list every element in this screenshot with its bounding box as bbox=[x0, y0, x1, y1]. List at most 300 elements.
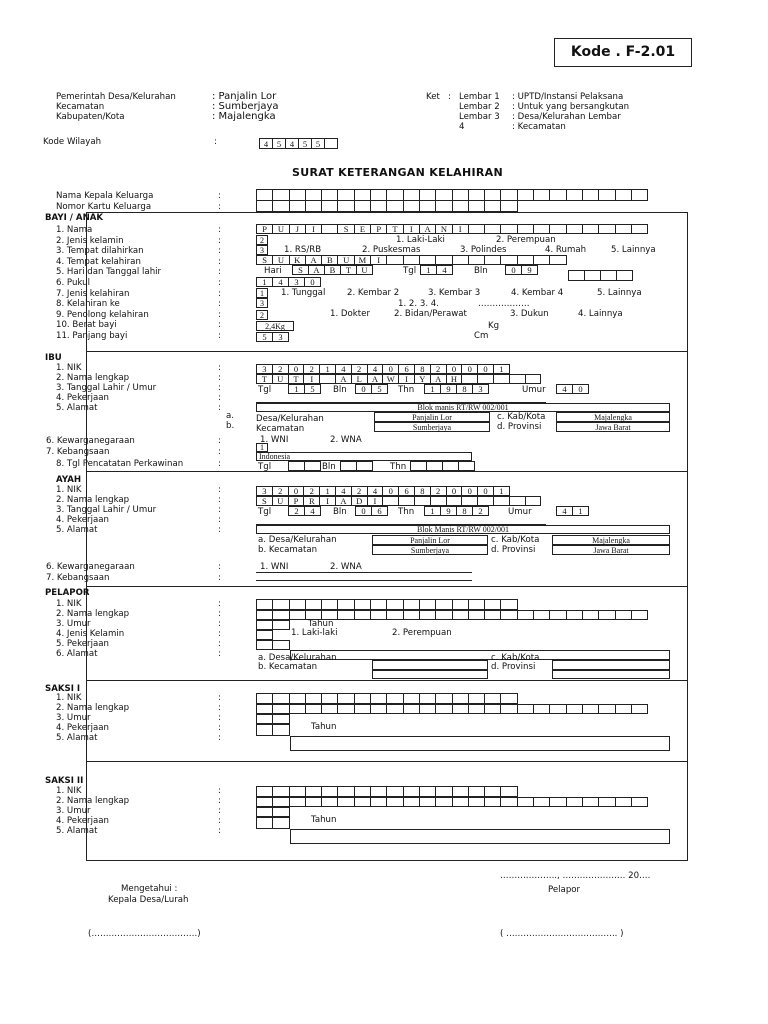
char-cell[interactable]: 0 bbox=[477, 364, 494, 374]
char-cell[interactable] bbox=[549, 610, 566, 620]
char-cell[interactable] bbox=[419, 786, 436, 797]
char-cell[interactable] bbox=[435, 797, 452, 807]
char-cell[interactable]: 4 bbox=[272, 277, 289, 287]
char-cell[interactable] bbox=[468, 610, 485, 620]
pelapor-desa-input[interactable] bbox=[372, 660, 488, 670]
char-cell[interactable]: 6 bbox=[398, 364, 415, 374]
saksi1-nama-input[interactable] bbox=[256, 704, 648, 714]
char-cell[interactable] bbox=[452, 704, 469, 714]
char-cell[interactable]: I bbox=[319, 496, 336, 506]
ayah-bangsa-line[interactable] bbox=[256, 580, 472, 581]
char-cell[interactable] bbox=[598, 610, 615, 620]
char-cell[interactable] bbox=[566, 704, 583, 714]
char-cell[interactable] bbox=[517, 704, 534, 714]
char-cell[interactable] bbox=[517, 189, 534, 201]
char-cell[interactable]: 1 bbox=[319, 364, 336, 374]
char-cell[interactable] bbox=[403, 786, 420, 797]
char-cell[interactable] bbox=[386, 200, 403, 212]
char-cell[interactable]: P bbox=[256, 224, 273, 234]
char-cell[interactable] bbox=[549, 189, 566, 201]
ibu-alamat-input[interactable]: Blok manis RT/RW 002/001 bbox=[256, 403, 670, 412]
char-cell[interactable]: 5 bbox=[371, 384, 388, 394]
char-cell[interactable]: 0 bbox=[382, 486, 399, 496]
char-cell[interactable] bbox=[484, 704, 501, 714]
char-cell[interactable] bbox=[484, 599, 501, 610]
ayah-nik-input[interactable] bbox=[256, 486, 510, 496]
char-cell[interactable] bbox=[566, 189, 583, 201]
char-cell[interactable] bbox=[324, 138, 338, 149]
char-cell[interactable] bbox=[305, 693, 322, 704]
char-cell[interactable]: I bbox=[370, 255, 387, 265]
char-cell[interactable] bbox=[288, 461, 305, 471]
char-cell[interactable]: 4 bbox=[335, 486, 352, 496]
char-cell[interactable] bbox=[419, 797, 436, 807]
tgl-input[interactable] bbox=[420, 265, 453, 275]
char-cell[interactable] bbox=[337, 693, 354, 704]
char-cell[interactable] bbox=[615, 189, 632, 201]
char-cell[interactable] bbox=[256, 807, 273, 817]
char-cell[interactable] bbox=[272, 200, 289, 212]
char-cell[interactable]: A bbox=[335, 374, 352, 384]
char-cell[interactable] bbox=[289, 797, 306, 807]
char-cell[interactable]: 9 bbox=[440, 384, 457, 394]
char-cell[interactable] bbox=[582, 610, 599, 620]
ibu-tgl-input[interactable] bbox=[288, 384, 321, 394]
ayah-prov-input[interactable]: Jawa Barat bbox=[552, 545, 670, 555]
char-cell[interactable] bbox=[493, 496, 510, 506]
char-cell[interactable] bbox=[568, 270, 585, 281]
char-cell[interactable]: A bbox=[430, 374, 447, 384]
char-cell[interactable] bbox=[598, 797, 615, 807]
char-cell[interactable] bbox=[403, 704, 420, 714]
char-cell[interactable]: B bbox=[324, 265, 341, 275]
char-cell[interactable]: 1 bbox=[256, 277, 273, 287]
char-cell[interactable] bbox=[477, 374, 494, 384]
char-cell[interactable] bbox=[419, 704, 436, 714]
char-cell[interactable]: 2 bbox=[472, 506, 489, 516]
char-cell[interactable] bbox=[403, 255, 420, 265]
char-cell[interactable]: J bbox=[289, 224, 306, 234]
char-cell[interactable]: 4 bbox=[556, 384, 573, 394]
char-cell[interactable] bbox=[631, 704, 648, 714]
char-cell[interactable]: 0 bbox=[355, 384, 372, 394]
char-cell[interactable]: 0 bbox=[477, 486, 494, 496]
ayah-desa-input[interactable]: Panjalin Lor bbox=[372, 535, 488, 545]
char-cell[interactable]: 4 bbox=[335, 364, 352, 374]
char-cell[interactable]: 2 bbox=[303, 486, 320, 496]
char-cell[interactable]: 1 bbox=[424, 384, 441, 394]
char-cell[interactable] bbox=[600, 270, 617, 281]
kawin-bln-input[interactable] bbox=[340, 461, 373, 471]
jenis-kelahiran-code[interactable]: 1 bbox=[256, 288, 268, 298]
ayah-alamat-input[interactable]: Blok Manis RT/RW 002/001 bbox=[256, 525, 670, 534]
char-cell[interactable] bbox=[533, 610, 550, 620]
char-cell[interactable] bbox=[468, 797, 485, 807]
char-cell[interactable]: S bbox=[337, 224, 354, 234]
char-cell[interactable]: H bbox=[446, 374, 463, 384]
ayah-nama-input[interactable] bbox=[256, 496, 541, 506]
char-cell[interactable] bbox=[337, 704, 354, 714]
char-cell[interactable]: 1 bbox=[572, 506, 589, 516]
char-cell[interactable] bbox=[461, 374, 478, 384]
char-cell[interactable] bbox=[354, 786, 371, 797]
char-cell[interactable] bbox=[598, 189, 615, 201]
char-cell[interactable] bbox=[321, 200, 338, 212]
char-cell[interactable] bbox=[272, 704, 289, 714]
char-cell[interactable]: I bbox=[452, 224, 469, 234]
char-cell[interactable] bbox=[419, 693, 436, 704]
char-cell[interactable] bbox=[256, 640, 273, 650]
char-cell[interactable] bbox=[386, 786, 403, 797]
pelapor-umur-input[interactable] bbox=[256, 620, 290, 630]
char-cell[interactable] bbox=[419, 599, 436, 610]
kawin-thn-input[interactable] bbox=[410, 461, 475, 471]
ibu-kec-input[interactable]: Sumberjaya bbox=[374, 422, 490, 432]
char-cell[interactable] bbox=[354, 693, 371, 704]
char-cell[interactable] bbox=[458, 461, 475, 471]
thn-input[interactable] bbox=[568, 270, 633, 281]
char-cell[interactable]: 4 bbox=[367, 486, 384, 496]
char-cell[interactable] bbox=[354, 610, 371, 620]
char-cell[interactable]: 2 bbox=[272, 486, 289, 496]
char-cell[interactable] bbox=[272, 599, 289, 610]
char-cell[interactable] bbox=[426, 461, 443, 471]
ayah-bln-input[interactable] bbox=[355, 506, 388, 516]
char-cell[interactable] bbox=[484, 797, 501, 807]
saksi1-alamat-input[interactable] bbox=[290, 736, 670, 751]
char-cell[interactable] bbox=[484, 224, 501, 234]
ibu-umur-input[interactable] bbox=[556, 384, 589, 394]
char-cell[interactable]: 0 bbox=[461, 486, 478, 496]
char-cell[interactable] bbox=[631, 797, 648, 807]
char-cell[interactable]: 3 bbox=[256, 364, 273, 374]
char-cell[interactable] bbox=[419, 200, 436, 212]
char-cell[interactable] bbox=[410, 461, 427, 471]
char-cell[interactable] bbox=[435, 786, 452, 797]
bayi-tempat-kelahiran-input[interactable] bbox=[256, 255, 567, 265]
char-cell[interactable] bbox=[484, 786, 501, 797]
char-cell[interactable] bbox=[272, 620, 289, 630]
char-cell[interactable] bbox=[442, 461, 459, 471]
char-cell[interactable]: 0 bbox=[355, 506, 372, 516]
ibu-kab-input[interactable]: Majalengka bbox=[556, 412, 670, 422]
char-cell[interactable]: 5 bbox=[311, 138, 325, 149]
char-cell[interactable] bbox=[517, 224, 534, 234]
char-cell[interactable] bbox=[484, 693, 501, 704]
char-cell[interactable]: P bbox=[288, 496, 305, 506]
char-cell[interactable] bbox=[354, 797, 371, 807]
char-cell[interactable]: 9 bbox=[521, 265, 538, 275]
char-cell[interactable] bbox=[468, 224, 485, 234]
char-cell[interactable]: 1 bbox=[319, 486, 336, 496]
char-cell[interactable] bbox=[386, 693, 403, 704]
char-cell[interactable] bbox=[256, 200, 273, 212]
char-cell[interactable]: I bbox=[398, 374, 415, 384]
char-cell[interactable]: 8 bbox=[456, 384, 473, 394]
char-cell[interactable] bbox=[500, 704, 517, 714]
char-cell[interactable]: 0 bbox=[505, 265, 522, 275]
char-cell[interactable] bbox=[533, 189, 550, 201]
char-cell[interactable]: 3 bbox=[472, 384, 489, 394]
char-cell[interactable]: I bbox=[367, 496, 384, 506]
char-cell[interactable] bbox=[549, 255, 566, 265]
char-cell[interactable]: 5 bbox=[304, 384, 321, 394]
char-cell[interactable]: 4 bbox=[259, 138, 273, 149]
char-cell[interactable] bbox=[517, 610, 534, 620]
char-cell[interactable]: 2 bbox=[272, 364, 289, 374]
char-cell[interactable] bbox=[435, 200, 452, 212]
bayi-nama-input[interactable] bbox=[256, 224, 648, 234]
char-cell[interactable]: 2 bbox=[303, 364, 320, 374]
char-cell[interactable] bbox=[452, 200, 469, 212]
char-cell[interactable] bbox=[468, 693, 485, 704]
char-cell[interactable]: 4 bbox=[436, 265, 453, 275]
char-cell[interactable]: I bbox=[305, 224, 322, 234]
pelapor-kec-input[interactable] bbox=[372, 670, 488, 679]
char-cell[interactable] bbox=[370, 599, 387, 610]
char-cell[interactable]: 0 bbox=[288, 364, 305, 374]
char-cell[interactable] bbox=[289, 610, 306, 620]
saksi1-umur-input[interactable] bbox=[256, 714, 290, 724]
char-cell[interactable] bbox=[256, 817, 273, 829]
char-cell[interactable] bbox=[305, 704, 322, 714]
ibu-desa-input[interactable]: Panjalin Lor bbox=[374, 412, 490, 422]
char-cell[interactable]: 4 bbox=[556, 506, 573, 516]
char-cell[interactable]: R bbox=[303, 496, 320, 506]
char-cell[interactable] bbox=[403, 599, 420, 610]
char-cell[interactable]: U bbox=[272, 224, 289, 234]
char-cell[interactable]: T bbox=[256, 374, 273, 384]
bayi-jk-code[interactable]: 2 bbox=[256, 235, 268, 245]
char-cell[interactable]: 0 bbox=[461, 364, 478, 374]
char-cell[interactable]: M bbox=[354, 255, 371, 265]
char-cell[interactable]: U bbox=[337, 255, 354, 265]
char-cell[interactable] bbox=[403, 610, 420, 620]
saksi2-umur-input[interactable] bbox=[256, 807, 290, 817]
char-cell[interactable]: U bbox=[272, 496, 289, 506]
char-cell[interactable] bbox=[500, 786, 517, 797]
char-cell[interactable] bbox=[517, 255, 534, 265]
char-cell[interactable] bbox=[533, 704, 550, 714]
char-cell[interactable]: U bbox=[272, 374, 289, 384]
char-cell[interactable] bbox=[533, 797, 550, 807]
char-cell[interactable] bbox=[631, 189, 648, 201]
char-cell[interactable] bbox=[256, 599, 273, 610]
ibu-nama-input[interactable] bbox=[256, 374, 541, 384]
char-cell[interactable]: P bbox=[370, 224, 387, 234]
saksi2-pekerjaan-input[interactable] bbox=[256, 817, 290, 829]
char-cell[interactable] bbox=[533, 224, 550, 234]
char-cell[interactable]: 0 bbox=[382, 364, 399, 374]
char-cell[interactable]: S bbox=[256, 496, 273, 506]
char-cell[interactable] bbox=[370, 797, 387, 807]
char-cell[interactable]: 1 bbox=[420, 265, 437, 275]
char-cell[interactable] bbox=[517, 797, 534, 807]
char-cell[interactable] bbox=[493, 374, 510, 384]
pelapor-nik-input[interactable] bbox=[256, 599, 518, 610]
char-cell[interactable] bbox=[321, 599, 338, 610]
char-cell[interactable]: A bbox=[335, 496, 352, 506]
ibu-bln-input[interactable] bbox=[355, 384, 388, 394]
char-cell[interactable]: W bbox=[382, 374, 399, 384]
char-cell[interactable] bbox=[256, 693, 273, 704]
char-cell[interactable] bbox=[403, 693, 420, 704]
char-cell[interactable]: Y bbox=[414, 374, 431, 384]
pelapor-kab-input[interactable] bbox=[552, 660, 670, 670]
char-cell[interactable] bbox=[272, 640, 289, 650]
char-cell[interactable] bbox=[340, 461, 357, 471]
char-cell[interactable] bbox=[598, 224, 615, 234]
char-cell[interactable] bbox=[582, 704, 599, 714]
ayah-kab-input[interactable]: Majalengka bbox=[552, 535, 670, 545]
char-cell[interactable] bbox=[272, 693, 289, 704]
char-cell[interactable] bbox=[452, 797, 469, 807]
char-cell[interactable]: 8 bbox=[414, 486, 431, 496]
char-cell[interactable] bbox=[500, 224, 517, 234]
char-cell[interactable] bbox=[435, 255, 452, 265]
char-cell[interactable]: 3 bbox=[288, 277, 305, 287]
char-cell[interactable] bbox=[382, 496, 399, 506]
char-cell[interactable] bbox=[461, 496, 478, 506]
char-cell[interactable] bbox=[533, 255, 550, 265]
char-cell[interactable] bbox=[500, 255, 517, 265]
char-cell[interactable]: 0 bbox=[446, 364, 463, 374]
char-cell[interactable] bbox=[354, 200, 371, 212]
char-cell[interactable]: 0 bbox=[572, 384, 589, 394]
char-cell[interactable] bbox=[452, 693, 469, 704]
char-cell[interactable] bbox=[305, 797, 322, 807]
hari-input[interactable] bbox=[292, 265, 373, 275]
char-cell[interactable]: A bbox=[305, 255, 322, 265]
char-cell[interactable] bbox=[509, 374, 526, 384]
char-cell[interactable] bbox=[566, 224, 583, 234]
char-cell[interactable] bbox=[468, 255, 485, 265]
char-cell[interactable]: 4 bbox=[285, 138, 299, 149]
char-cell[interactable]: 1 bbox=[424, 506, 441, 516]
ibu-nik-input[interactable] bbox=[256, 364, 510, 374]
char-cell[interactable] bbox=[256, 797, 273, 807]
char-cell[interactable]: U bbox=[272, 255, 289, 265]
saksi2-nik-input[interactable] bbox=[256, 786, 518, 797]
char-cell[interactable]: 9 bbox=[440, 506, 457, 516]
char-cell[interactable] bbox=[256, 714, 273, 724]
char-cell[interactable] bbox=[419, 255, 436, 265]
char-cell[interactable] bbox=[272, 714, 289, 724]
char-cell[interactable] bbox=[321, 224, 338, 234]
char-cell[interactable] bbox=[500, 610, 517, 620]
ayah-thn-input[interactable] bbox=[424, 506, 489, 516]
char-cell[interactable] bbox=[631, 224, 648, 234]
char-cell[interactable] bbox=[337, 610, 354, 620]
char-cell[interactable] bbox=[386, 599, 403, 610]
char-cell[interactable] bbox=[615, 797, 632, 807]
nomor-kk-input[interactable] bbox=[256, 200, 518, 212]
panjang-input[interactable] bbox=[256, 332, 289, 342]
char-cell[interactable] bbox=[321, 693, 338, 704]
char-cell[interactable] bbox=[256, 786, 273, 797]
char-cell[interactable] bbox=[321, 797, 338, 807]
char-cell[interactable] bbox=[430, 496, 447, 506]
char-cell[interactable]: K bbox=[289, 255, 306, 265]
char-cell[interactable]: T bbox=[288, 374, 305, 384]
char-cell[interactable]: 2 bbox=[351, 364, 368, 374]
char-cell[interactable]: S bbox=[292, 265, 309, 275]
char-cell[interactable]: T bbox=[386, 224, 403, 234]
ayah-warga-line[interactable] bbox=[256, 572, 472, 573]
char-cell[interactable]: 0 bbox=[446, 486, 463, 496]
char-cell[interactable] bbox=[337, 797, 354, 807]
char-cell[interactable] bbox=[289, 200, 306, 212]
char-cell[interactable]: 2 bbox=[351, 486, 368, 496]
char-cell[interactable] bbox=[615, 704, 632, 714]
char-cell[interactable]: I bbox=[403, 224, 420, 234]
char-cell[interactable] bbox=[615, 224, 632, 234]
char-cell[interactable] bbox=[321, 786, 338, 797]
ibu-bangsa-input[interactable]: Indonesia bbox=[256, 452, 472, 461]
char-cell[interactable] bbox=[484, 610, 501, 620]
char-cell[interactable] bbox=[256, 724, 273, 736]
saksi1-nik-input[interactable] bbox=[256, 693, 518, 704]
char-cell[interactable] bbox=[452, 255, 469, 265]
char-cell[interactable] bbox=[305, 599, 322, 610]
bayi-tempat-code[interactable]: 3 bbox=[256, 245, 268, 255]
char-cell[interactable] bbox=[582, 797, 599, 807]
char-cell[interactable] bbox=[452, 786, 469, 797]
char-cell[interactable] bbox=[500, 599, 517, 610]
penolong-code[interactable]: 2 bbox=[256, 310, 268, 320]
char-cell[interactable] bbox=[354, 704, 371, 714]
char-cell[interactable] bbox=[566, 610, 583, 620]
char-cell[interactable]: A bbox=[419, 224, 436, 234]
char-cell[interactable] bbox=[272, 817, 289, 829]
ibu-thn-input[interactable] bbox=[424, 384, 489, 394]
char-cell[interactable] bbox=[500, 200, 517, 212]
char-cell[interactable] bbox=[468, 704, 485, 714]
char-cell[interactable] bbox=[468, 786, 485, 797]
char-cell[interactable] bbox=[566, 797, 583, 807]
char-cell[interactable] bbox=[370, 610, 387, 620]
char-cell[interactable] bbox=[500, 797, 517, 807]
pelapor-prov-input[interactable] bbox=[552, 670, 670, 679]
char-cell[interactable]: S bbox=[256, 255, 273, 265]
char-cell[interactable] bbox=[370, 693, 387, 704]
char-cell[interactable]: 1 bbox=[493, 364, 510, 374]
char-cell[interactable]: U bbox=[356, 265, 373, 275]
char-cell[interactable]: 5 bbox=[272, 138, 286, 149]
pukul-input[interactable] bbox=[256, 277, 321, 287]
char-cell[interactable] bbox=[446, 496, 463, 506]
char-cell[interactable] bbox=[289, 786, 306, 797]
char-cell[interactable] bbox=[272, 724, 289, 736]
char-cell[interactable]: 8 bbox=[414, 364, 431, 374]
char-cell[interactable] bbox=[477, 496, 494, 506]
char-cell[interactable] bbox=[289, 599, 306, 610]
char-cell[interactable] bbox=[435, 693, 452, 704]
char-cell[interactable]: 3 bbox=[272, 332, 289, 342]
kelahiran-ke-code[interactable]: 3 bbox=[256, 298, 268, 308]
char-cell[interactable] bbox=[370, 786, 387, 797]
pelapor-jk-code[interactable] bbox=[256, 630, 273, 640]
kawin-tgl-input[interactable] bbox=[288, 461, 321, 471]
ibu-prov-input[interactable]: Jawa Barat bbox=[556, 422, 670, 432]
char-cell[interactable] bbox=[272, 807, 289, 817]
char-cell[interactable]: 5 bbox=[256, 332, 273, 342]
char-cell[interactable] bbox=[304, 461, 321, 471]
char-cell[interactable]: 5 bbox=[298, 138, 312, 149]
char-cell[interactable]: 4 bbox=[367, 364, 384, 374]
char-cell[interactable] bbox=[435, 704, 452, 714]
char-cell[interactable] bbox=[452, 599, 469, 610]
